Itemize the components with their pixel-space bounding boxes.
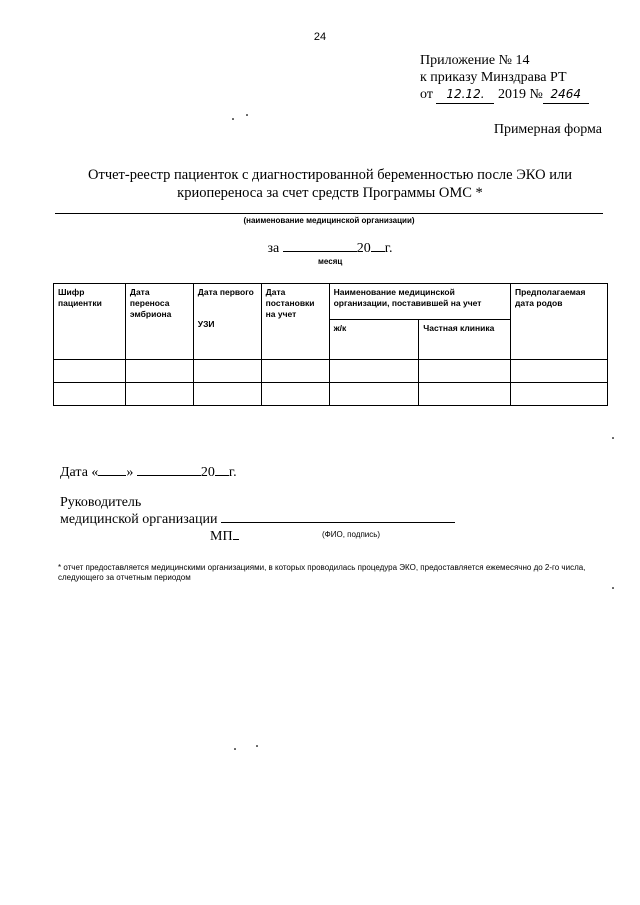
date-suffix: г.: [228, 465, 237, 480]
table-cell: [54, 360, 126, 383]
date-mid: »: [126, 465, 134, 480]
signature-line: [221, 522, 455, 523]
header-cipher: Шифр пациентки: [54, 284, 126, 360]
appendix-order: к приказу Минздрава РТ: [420, 70, 567, 85]
mp-blank: [233, 539, 239, 540]
table-cell: [193, 360, 261, 383]
date-label: Дата «: [60, 465, 99, 480]
table-cell: [261, 360, 329, 383]
period-prefix: за: [267, 241, 280, 256]
scan-speck: [256, 745, 258, 747]
month-blank-sign: [137, 475, 201, 476]
scan-speck: [612, 437, 614, 439]
registry-table: [53, 283, 608, 406]
month-caption: месяц: [318, 257, 343, 266]
date-row: [60, 464, 455, 481]
header-first-uzi: [193, 284, 261, 360]
header-first-uzi-line1: Дата первого: [197, 287, 254, 297]
period-row: [0, 241, 640, 257]
period-suffix: г.: [384, 241, 393, 256]
header-org-name: Наименование медицинской организации, поставившей на учет: [329, 284, 510, 320]
table-cell: [329, 383, 419, 406]
header-due-date: Предполагаемая дата родов: [511, 284, 608, 360]
head-line2-row: [60, 511, 455, 528]
appendix-year: 2019: [497, 87, 526, 102]
head-line1: Руководитель: [60, 495, 142, 510]
scan-speck: [232, 118, 234, 120]
report-title: [60, 166, 600, 202]
table-cell: [125, 383, 193, 406]
appendix-date-row: [420, 86, 589, 104]
header-transfer-date: Дата переноса эмбриона: [125, 284, 193, 360]
from-prefix: от: [420, 87, 433, 102]
year-blank-sign: [215, 475, 229, 476]
org-caption: (наименование медицинской организации): [243, 216, 415, 225]
table-cell: [261, 383, 329, 406]
scan-speck: [246, 114, 248, 116]
fio-caption: (ФИО, подпись): [322, 530, 381, 539]
appendix-block: [420, 52, 589, 104]
number-prefix: №: [529, 87, 543, 102]
footnote: * отчет предоставляется медицинскими организациями, в которых проводилась процедура ЭКО, предоставляется ежемесячно до 2-го числа, следующего за отчетным периодом: [58, 563, 586, 582]
table-row: [54, 383, 608, 406]
scan-speck: [612, 587, 614, 589]
appendix-title: Приложение № 14: [420, 53, 530, 68]
page-number: 24: [313, 31, 327, 43]
table-cell: [419, 383, 511, 406]
table-cell: [419, 360, 511, 383]
header-org-zk: ж/к: [329, 320, 419, 360]
handwritten-date: 12.12.: [436, 86, 494, 104]
head-line2: медицинской организации: [60, 512, 218, 527]
day-blank: [98, 475, 126, 476]
header-org-private: Частная клиника: [419, 320, 511, 360]
mp-label: МП: [210, 529, 233, 544]
table-cell: [511, 360, 608, 383]
year-blank: [371, 251, 385, 252]
month-blank: [283, 251, 357, 252]
org-name-line: [55, 213, 603, 214]
table-cell: [329, 360, 419, 383]
table-cell: [511, 383, 608, 406]
signature-block: [60, 464, 455, 545]
header-registration-date: Дата постановки на учет: [261, 284, 329, 360]
date-year: 20: [200, 465, 215, 480]
report-title-line2: криопереноса за счет средств Программы ОМС *: [177, 185, 483, 201]
form-type: Примерная форма: [493, 122, 602, 137]
header-first-uzi-line2: УЗИ: [197, 319, 215, 329]
mp-row: [60, 528, 455, 545]
handwritten-number: 2464: [543, 86, 589, 104]
table-cell: [193, 383, 261, 406]
period-year: 20: [356, 241, 371, 256]
report-title-line1: Отчет-реестр пациенток с диагностированной беременностью после ЭКО или: [88, 167, 572, 183]
scan-speck: [234, 748, 236, 750]
table-cell: [54, 383, 126, 406]
table-row: [54, 360, 608, 383]
table-cell: [125, 360, 193, 383]
